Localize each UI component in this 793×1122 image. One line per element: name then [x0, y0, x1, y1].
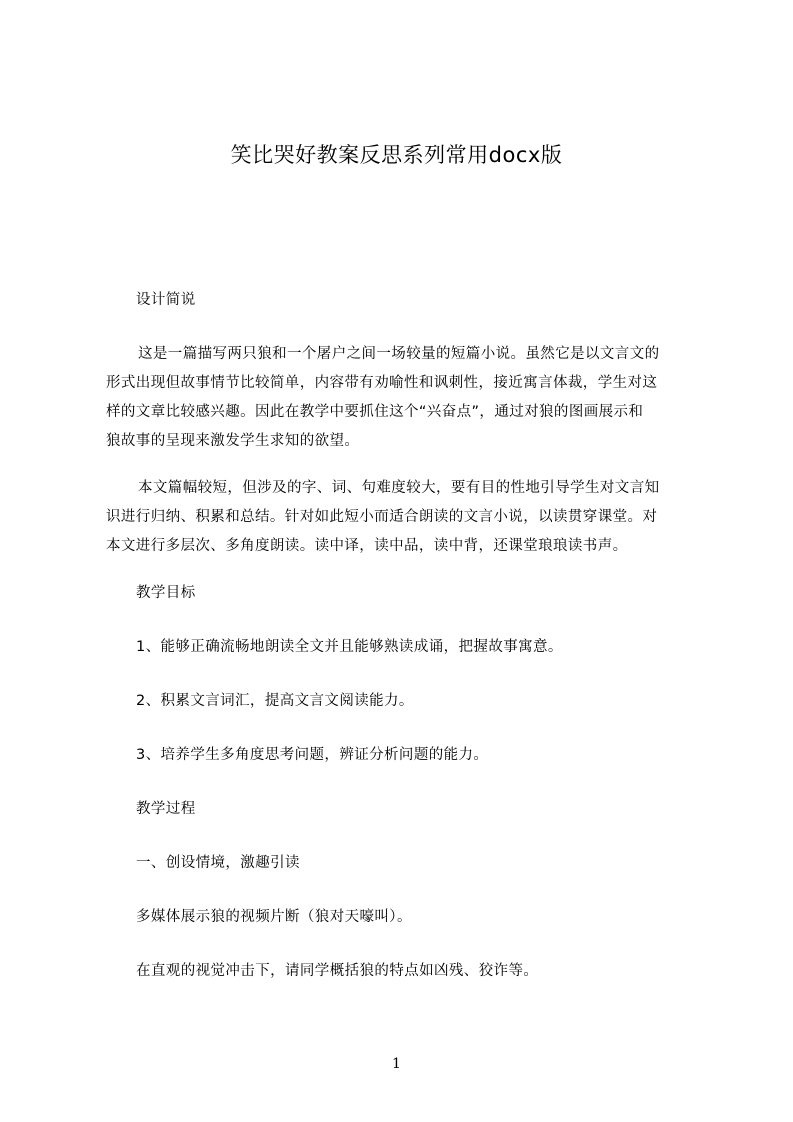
paragraph-line: 本文进行多层次、多角度朗读。读中译，读中品，读中背，还课堂琅琅读书声。 [106, 538, 628, 554]
process-heading: 教学过程 [136, 801, 196, 817]
page-number: 1 [392, 1056, 401, 1072]
step-line: 多媒体展示狼的视频片断（狼对天嚎叫）。 [136, 909, 412, 925]
step-line: 在直观的视觉冲击下，请同学概括狼的特点如凶残、狡诈等。 [136, 963, 539, 979]
step-heading: 一、创设情境，激趣引读 [136, 855, 300, 871]
paragraph-line: 狼故事的呈现来激发学生求知的欲望。 [106, 433, 360, 449]
paragraph-line: 这是一篇描写两只狼和一个屠户之间一场较量的短篇小说。虽然它是以文言文的 [138, 346, 660, 362]
paragraph-line: 形式出现但故事情节比较简单，内容带有劝喻性和讽刺性，接近寓言体裁，学生对这 [106, 375, 658, 391]
design-heading: 设计简说 [136, 292, 196, 308]
goals-heading: 教学目标 [136, 585, 196, 601]
document-title: 笑比哭好教案反思系列常用docx版 [230, 143, 563, 167]
goal-item: 2、积累文言词汇，提高文言文阅读能力。 [136, 693, 414, 709]
paragraph-line: 本文篇幅较短，但涉及的字、词、句难度较大，要有目的性地引导学生对文言知 [138, 480, 660, 496]
goal-item: 1、能够正确流畅地朗读全文并且能够熟读成诵，把握故事寓意。 [136, 639, 563, 655]
paragraph-line: 识进行归纳、积累和总结。针对如此短小而适合朗读的文言小说，以读贯穿课堂。对 [106, 509, 658, 525]
goal-item: 3、培养学生多角度思考问题，辨证分析问题的能力。 [136, 747, 489, 763]
paragraph-line: 样的文章比较感兴趣。因此在教学中要抓住这个“兴奋点”，通过对狼的图画展示和 [106, 404, 644, 420]
